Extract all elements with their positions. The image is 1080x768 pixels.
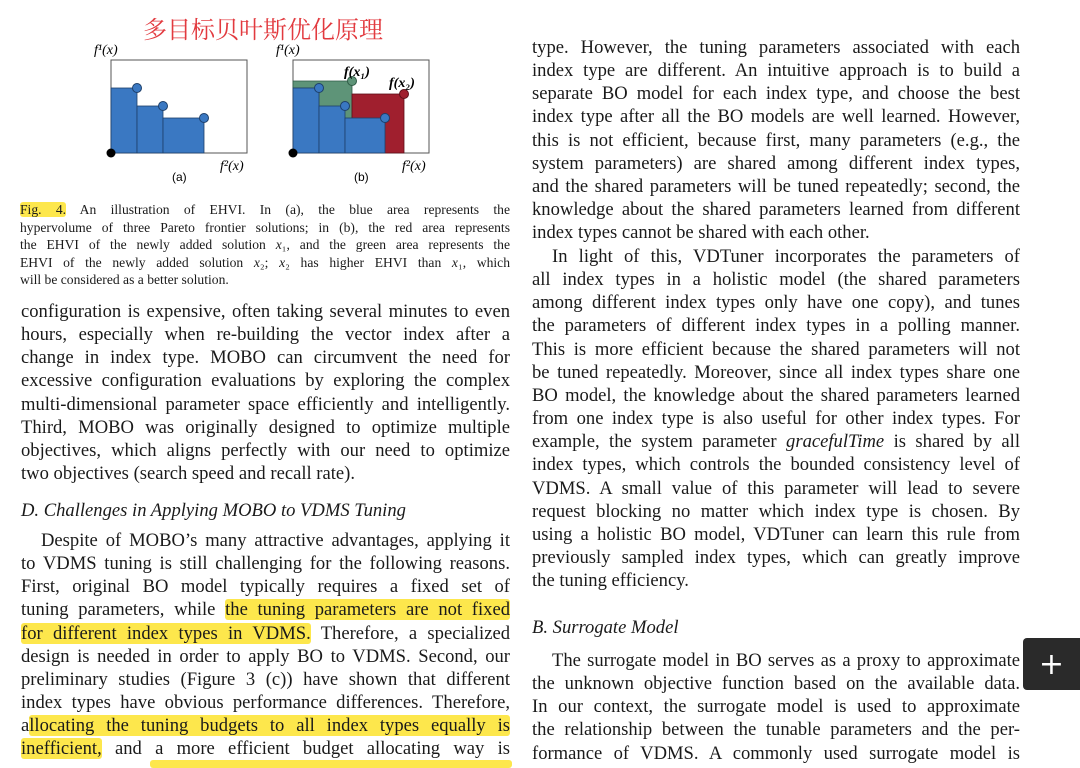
text-span: formance of VDMS. A commonly used surrogate model is (532, 742, 1020, 764)
text-span: ₂; (259, 254, 280, 270)
text-span: and the shared parameters will be tuned repeatedly; second, the (532, 175, 1020, 197)
blue-area (345, 118, 385, 153)
blue-area (137, 106, 163, 153)
panel-a-label: (a) (172, 170, 187, 184)
pareto-point (159, 102, 168, 111)
pareto-point (315, 84, 324, 93)
panel-b-label: (b) (354, 170, 369, 184)
text-line (532, 477, 1020, 500)
text-span: index type after all the BO models are well learned. However, (532, 106, 1020, 128)
text-span: hours, especially when re-building the vector index after a (21, 324, 510, 346)
reference-point (289, 149, 298, 158)
text-line (21, 369, 510, 392)
text-span: type. However, the tuning parameters associated with each (532, 37, 1020, 58)
text-line (532, 291, 1020, 314)
text-line (532, 314, 1020, 337)
panel-a (94, 43, 247, 184)
figure-caption (20, 201, 510, 289)
text-line (21, 598, 510, 621)
text-span: design is needed in order to apply BO to VDMS. Second, our (21, 645, 510, 667)
text-line (21, 622, 510, 645)
text-span: and a more efficient budget allocating way is (101, 738, 510, 760)
text-span: This is more efficient because the shared parameters will not (532, 338, 1020, 360)
text-span: a (21, 715, 30, 737)
text-span: multi-dimensional parameter space efficiently and intelligently. (21, 393, 510, 415)
text-line (21, 439, 510, 462)
text-span: BO model, the knowledge about the shared parameters learned (532, 384, 1020, 406)
text-line (532, 129, 1020, 152)
blue-area (319, 106, 345, 153)
text-line (532, 361, 1020, 384)
text-line (532, 453, 1020, 476)
left-para-2 (21, 529, 510, 761)
text-span: preliminary studies (Figure 3 (c)) have shown that different (21, 668, 510, 690)
caption-line (20, 219, 510, 237)
text-line (21, 416, 510, 439)
ehvi-figure (0, 0, 526, 190)
text-line (532, 430, 1020, 453)
text-span: ₂ has higher EHVI than (285, 254, 452, 270)
italic-text: gracefulTime (786, 431, 885, 453)
blue-area (111, 88, 137, 153)
text-span: will be considered as a better solution. (20, 272, 229, 287)
caption-line (20, 236, 510, 254)
text-line (532, 245, 1020, 268)
text-span: Despite of MOBO’s many attractive advantages, applying it (41, 530, 510, 551)
text-line (532, 105, 1020, 128)
section-heading-d: D. Challenges in Applying MOBO to VDMS Tuning (21, 500, 406, 521)
text-line (532, 523, 1020, 546)
text-line (532, 384, 1020, 407)
highlighted-text: the tuning parameters are not fixed (225, 599, 510, 621)
text-line (532, 198, 1020, 221)
text-line (532, 59, 1020, 82)
text-span: the parameters of different index types in a polling manner. (532, 315, 1020, 337)
text-line (532, 569, 1020, 592)
panel-b-x-label: f²(x) (402, 159, 426, 174)
highlighted-text: for different index types in VDMS. (21, 622, 311, 644)
text-line (532, 338, 1020, 361)
plus-icon: + (1038, 646, 1065, 682)
text-span: index types have obvious performance differences. Therefore, (21, 692, 510, 714)
text-span: using a holistic BO model, VDTuner can learn this rule from (532, 523, 1020, 545)
text-span: be tuned repeatedly. Moreover, since all index types share one (532, 361, 1020, 383)
pareto-point (133, 84, 142, 93)
text-span: In light of this, VDTuner incorporates the parameters of (552, 246, 1020, 267)
right-para-1 (532, 36, 1020, 244)
text-line (532, 175, 1020, 198)
pareto-point (381, 114, 390, 123)
point-x2-label: f(x₂) (389, 76, 415, 91)
caption-line (20, 254, 510, 272)
blue-area (163, 118, 204, 153)
text-line (532, 268, 1020, 291)
highlighted-text: Fig. 4. (20, 202, 67, 217)
text-span: all index types in a holistic model (the shared parameters (532, 269, 1020, 291)
figure-title: 多目标贝叶斯优化原理 (143, 16, 383, 44)
text-line (532, 36, 1020, 59)
highlight-fragment (150, 760, 512, 768)
text-line (21, 645, 510, 668)
text-line (532, 718, 1020, 741)
left-para-1 (21, 300, 510, 485)
text-span: index type are different. An intuitive approach is to build a (532, 60, 1020, 82)
text-line (532, 672, 1020, 695)
reference-point (107, 149, 116, 158)
text-span: The surrogate model in BO serves as a proxy to approximate (552, 650, 1020, 671)
text-span: example, the system parameter (532, 431, 787, 453)
panel-a-x-label: f²(x) (220, 159, 244, 174)
text-span: system parameters) are shared among different index types, (532, 152, 1020, 174)
italic-text: x (275, 237, 282, 252)
text-line (21, 346, 510, 369)
text-line (532, 221, 1020, 244)
text-line (21, 323, 510, 346)
highlighted-text: llocating the tuning budgets to all index types equally is (29, 715, 510, 737)
text-span: request blocking no matter which index type is chosen. By (532, 500, 1020, 522)
text-line (532, 695, 1020, 718)
text-line (532, 546, 1020, 569)
text-span: is shared by all (884, 431, 1020, 453)
panel-b (276, 43, 429, 184)
italic-text: x (253, 254, 260, 270)
text-span: ₁, and the green area represents the (281, 237, 510, 252)
text-span: from one index type is also useful for other index types. For (532, 408, 1020, 430)
text-line (532, 82, 1020, 105)
pareto-point (341, 102, 350, 111)
text-span: to VDMS tuning is still challenging for the following reasons. (21, 553, 510, 575)
text-span: VDMS. A small value of this parameter will lead to severe (532, 477, 1020, 499)
text-span: index types, which controls the bounded consistency level of (532, 454, 1020, 476)
point-x1-label: f(x₁) (344, 65, 370, 80)
text-span: the relationship between the tunable parameters and the per- (532, 719, 1020, 741)
text-span: EHVI of the newly added solution (20, 254, 254, 270)
text-line (532, 742, 1020, 765)
text-span: tuning parameters, while (21, 599, 226, 621)
text-span: Third, MOBO was originally designed to optimize multiple (21, 416, 510, 438)
highlighted-text: inefficient, (21, 738, 102, 760)
text-line (21, 714, 510, 737)
italic-text: x (279, 254, 286, 270)
text-span: objectives, which aligns perfectly with our need to optimize (21, 439, 510, 461)
caption-line (20, 201, 510, 219)
text-span: knowledge about the shared parameters learned from different (532, 199, 1020, 221)
add-button[interactable] (1023, 638, 1080, 690)
right-para-3 (532, 649, 1020, 765)
text-span: hypervolume of three Pareto frontier solutions; in (b), the red area represents (20, 219, 510, 235)
text-span: In our context, the surrogate model is used to approximate (532, 696, 1020, 718)
text-span: An illustration of EHVI. In (a), the blue area represents the (66, 202, 510, 217)
text-span: index types cannot be shared with each other. (532, 222, 870, 244)
text-line (21, 529, 510, 552)
text-span: this is not efficient, because first, many parameters (e.g., the (532, 129, 1020, 151)
text-span: previously sampled index types, which can greatly improve (532, 547, 1020, 569)
text-line (21, 691, 510, 714)
section-heading-b: B. Surrogate Model (532, 617, 679, 638)
text-span: the tuning efficiency. (532, 570, 689, 592)
text-line (21, 393, 510, 416)
text-line (532, 152, 1020, 175)
right-para-2 (532, 245, 1020, 592)
text-span: Therefore, a specialized (310, 622, 511, 644)
text-line (532, 407, 1020, 430)
text-span: among different index types only have one copy), and tunes (532, 292, 1020, 314)
text-line (21, 668, 510, 691)
text-line (532, 649, 1020, 672)
text-span: the EHVI of the newly added solution (20, 237, 276, 252)
text-line (21, 575, 510, 598)
text-line (532, 500, 1020, 523)
panel-a-y-label: f¹(x) (94, 43, 118, 58)
text-line (21, 462, 510, 485)
text-span: the unknown objective function based on the available data. (532, 673, 1020, 695)
text-span: configuration is expensive, often taking several minutes to even (21, 301, 510, 322)
text-line (21, 300, 510, 323)
text-span: excessive configuration evaluations by exploring the complex (21, 370, 510, 392)
text-span: change in index type. MOBO can circumvent the need for (21, 347, 510, 369)
text-line (21, 737, 510, 760)
panel-b-y-label: f¹(x) (276, 43, 300, 58)
text-span: ₁, which (457, 254, 510, 270)
text-line (21, 552, 510, 575)
text-span: separate BO model for each index type, and choose the best (532, 83, 1020, 105)
text-span: two objectives (search speed and recall rate). (21, 463, 356, 485)
blue-area (293, 88, 319, 153)
pareto-point (200, 114, 209, 123)
caption-line (20, 271, 510, 289)
text-span: First, original BO model typically requires a fixed set of (21, 576, 510, 598)
italic-text: x (451, 254, 458, 270)
